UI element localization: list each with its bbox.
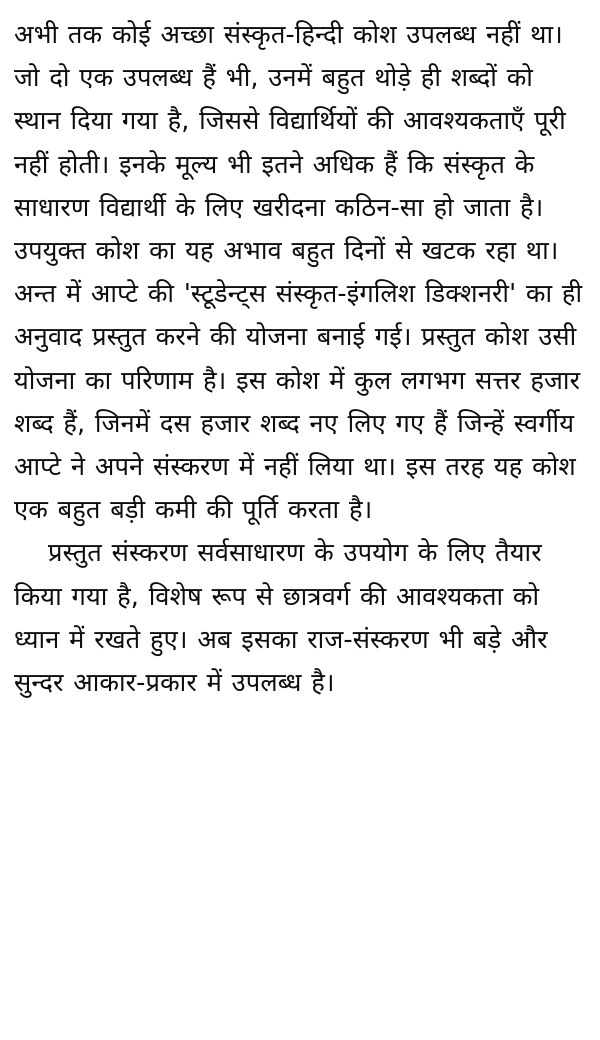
paragraph-1: अभी तक कोई अच्छा संस्कृत-हिन्दी कोश उपलब्ध नहीं था। जो दो एक उपलब्ध हैं भी, उनमें बहुत थोड़े ही शब्दों को स्थान दिया गया है, जिससे विद्यार्थियों की आवश्यकताएँ पूरी नहीं होती। इनके मूल्य भी इतने अधिक हैं कि संस्कृत के साधारण विद्यार्थी के लिए खरीदना कठिन-सा हो जाता है। उपयुक्त कोश का यह अभाव बहुत दिनों से खटक रहा था। अन्त में आप्टे की 'स्टूडेन्ट्स संस्कृत-इंगलिश डिक्शनरी' का ही अनुवाद प्रस्तुत करने की योजना बनाई गई। प्रस्तुत कोश उसी योजना का परिणाम है। इस कोश में कुल लगभग सत्तर हजार शब्द हैं, जिनमें दस हजार शब्द नए लिए गए हैं जिन्हें स्वर्गीय आप्टे ने अपने संस्करण में नहीं लिया था। इस तरह यह कोश एक बहुत बड़ी कमी की पूर्ति करता है। [14, 20, 583, 526]
paragraph-2: प्रस्तुत संस्करण सर्वसाधारण के उपयोग के लिए तैयार किया गया है, विशेष रूप से छात्रवर्ग की आवश्यकता को ध्यान में रखते हुए। अब इसका राज-संस्करण भी बड़े और सुन्दर आकार-प्रकार में उपलब्ध है। [14, 538, 548, 699]
document-text-body [14, 14, 586, 705]
